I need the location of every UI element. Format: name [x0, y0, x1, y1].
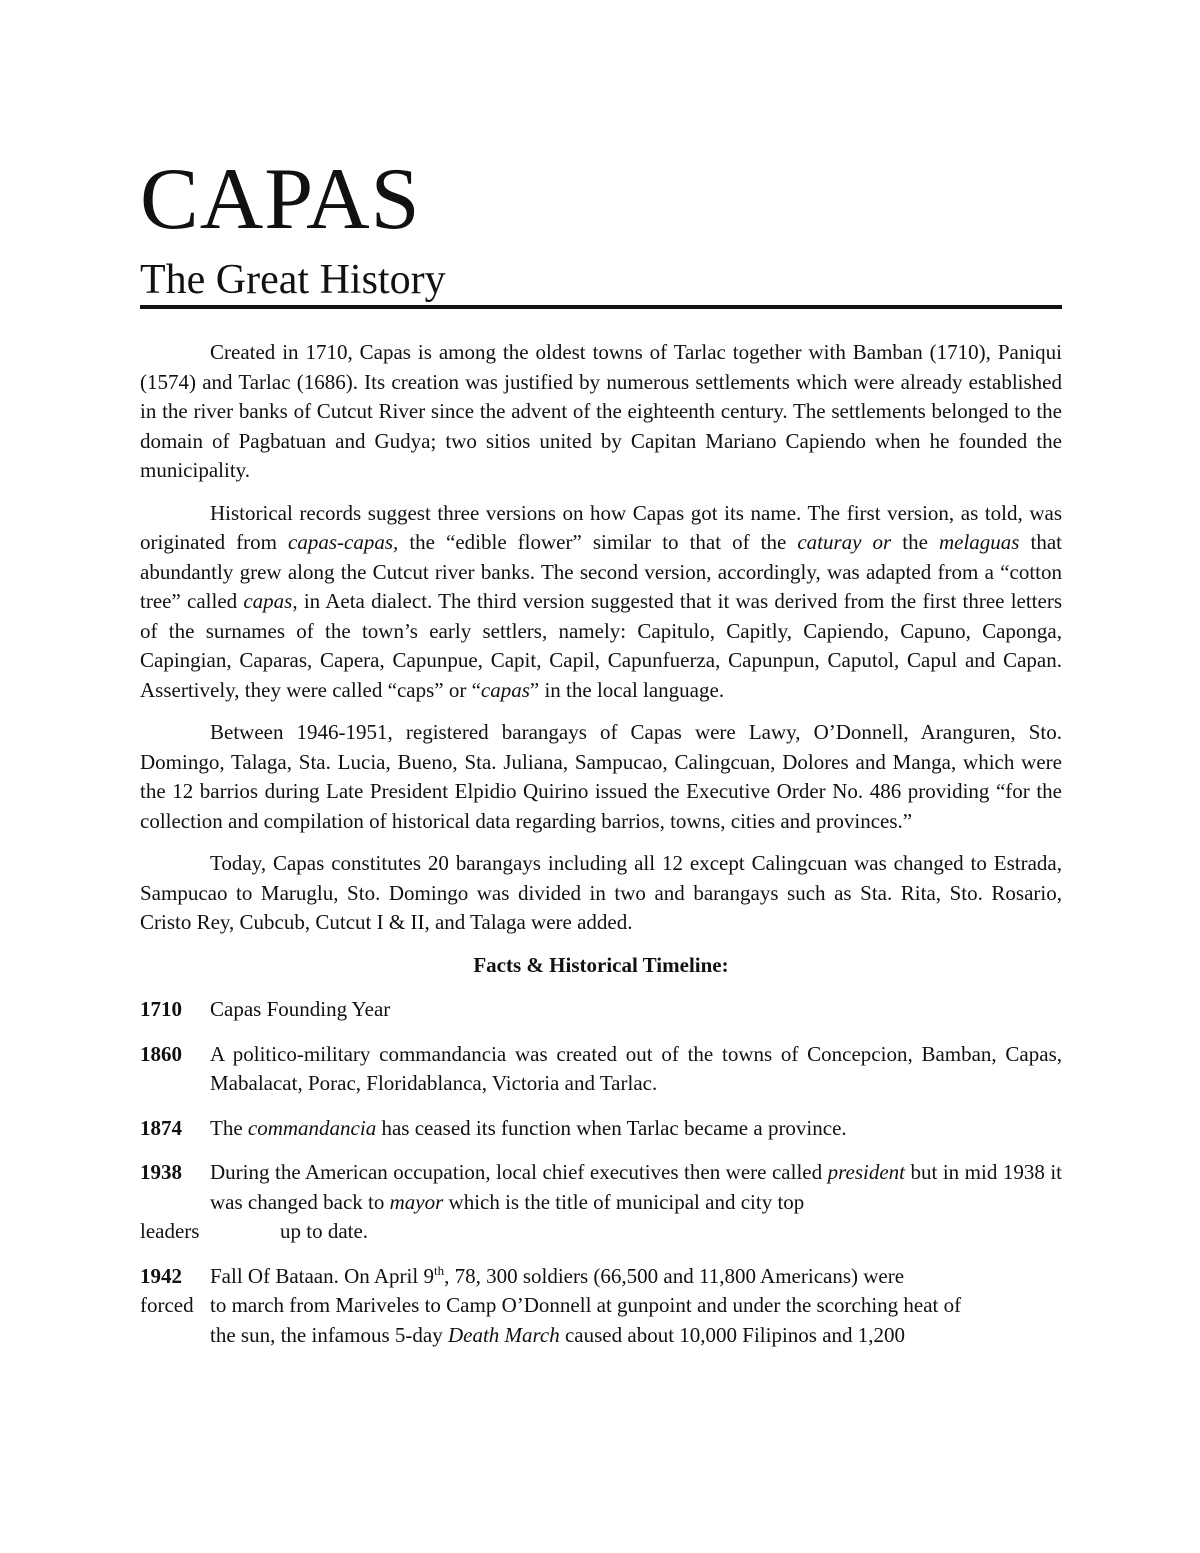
italic-term: capas-capas, [288, 530, 399, 554]
text-run: which is the title of municipal and city top [443, 1189, 805, 1214]
italic-term: commandancia [247, 1115, 377, 1140]
timeline-row [140, 1262, 1062, 1292]
timeline-item [140, 1262, 1062, 1351]
text-run: , 78, 300 soldiers (66,500 and 11,800 Americans) were [444, 1263, 905, 1288]
title-rule [140, 305, 1062, 309]
italic-term: melaguas [938, 530, 1020, 554]
text-run: The [210, 1115, 248, 1140]
paragraph-name-origin [140, 499, 1062, 706]
text-run: the [891, 530, 939, 554]
text-run: forced [140, 1293, 194, 1317]
text-run: up to date. [280, 1219, 369, 1243]
timeline-year: 1874 [140, 1115, 182, 1140]
text-run: ” in the local language. [529, 677, 725, 702]
timeline-year: 1710 [140, 997, 182, 1021]
timeline-item [140, 1040, 1062, 1099]
italic-term: mayor [389, 1189, 444, 1214]
text-run: has ceased its function when Tarlac became a province. [376, 1115, 847, 1140]
text-run: Historical records suggest three versions on how Capas got its name. The first version, as told, was originated from [140, 500, 1062, 554]
timeline-continuation [140, 1321, 1062, 1351]
italic-term: Death March [447, 1322, 560, 1347]
paragraph-barangays-today: Today, Capas constitutes 20 barangays including all 12 except Calingcuan was changed to Estrada, Sampucao to Maruglu, Sto. Domingo was divided in two and barangays such as Sta. Rita, Sto. Rosario, Cristo Rey, Cubcub, Cutcut I & II, and Talaga were added. [140, 851, 1062, 934]
timeline-text [210, 1158, 1062, 1217]
timeline-text: A politico-military commandancia was created out of the towns of Concepcion, Bamban, Capas, Mabalacat, Porac, Floridablanca, Victoria and Tarlac. [210, 1041, 1062, 1095]
text-run: the sun, the infamous 5-day [210, 1322, 448, 1347]
paragraph-founding: Created in 1710, Capas is among the oldest towns of Tarlac together with Bamban (1710), Paniqui (1574) and Tarlac (1686). Its creation was justified by numerous settlements which were already established in the river banks of Cutcut River since the advent of the eighteenth century. The settlements belonged to the domain of Pagbatuan and Gudya; two sitios united by Capitan Mariano Capiendo when he founded the municipality. [140, 340, 1062, 482]
text-run: caused about 10,000 Filipinos and 1,200 [559, 1322, 906, 1347]
italic-term: capas [243, 589, 293, 613]
document-subtitle: The Great History [140, 257, 446, 303]
text-run: to march from Mariveles to Camp O’Donnell at gunpoint and under the scorching heat of [210, 1293, 962, 1317]
timeline-text [210, 1114, 1062, 1144]
timeline-text: Capas Founding Year [210, 997, 391, 1021]
timeline-heading: Facts & Historical Timeline: [473, 952, 729, 977]
text-run: Fall Of Bataan. On April 9 [210, 1263, 434, 1288]
timeline-year: 1860 [140, 1041, 182, 1066]
timeline-continuation [140, 1217, 1062, 1247]
timeline-item [140, 1158, 1062, 1247]
timeline-year: 1942 [140, 1263, 182, 1288]
paragraph-barangays-1946: Between 1946-1951, registered barangays of Capas were Lawy, O’Donnell, Aranguren, Sto. Domingo, Talaga, Sta. Lucia, Bueno, Sta. Juliana, Sampucao, Calingcuan, Dolores and Manga, which were the 12 barrios during Late President Elpidio Quirino issued the Executive Order No. 486 providing “for the collection and compilation of historical data regarding barrios, towns, cities and provinces.” [140, 720, 1062, 833]
italic-term: caturay or [797, 530, 892, 554]
timeline-continuation [140, 1291, 1062, 1321]
text-run: the “edible flower” similar to that of the [398, 530, 798, 554]
italic-term: president [827, 1160, 906, 1184]
text-run: leaders [140, 1219, 200, 1243]
text-run: , in Aeta dialect. The third version suggested that it was derived from the first three letters of the surnames of the town’s early settlers, namely: Capitulo, Capitly, Capiendo, Capuno, Caponga, Capingian, Caparas, Capera, Capunpue, Capit, Capil, Capunfuerza, Capunpun, Caputol, Capul and Capan. Assertively, they were called “caps” or “ [140, 589, 1063, 702]
superscript: th [433, 1262, 445, 1278]
text-run: that abundantly grew along the Cutcut river banks. The second version, accordingly, was adapted from a “cotton tree” called [140, 530, 1063, 613]
timeline-item [140, 995, 1062, 1025]
timeline-row [140, 1158, 1062, 1217]
italic-term: capas [480, 677, 530, 702]
text-run: but in mid 1938 it was changed back to [210, 1160, 1063, 1214]
document-body [140, 338, 1062, 1350]
document-title: CAPAS [140, 151, 421, 248]
timeline-year: 1938 [140, 1160, 182, 1184]
text-run: During the American occupation, local chief executives then were called [210, 1160, 828, 1184]
timeline-item [140, 1114, 1062, 1144]
timeline-text [210, 1262, 1062, 1292]
